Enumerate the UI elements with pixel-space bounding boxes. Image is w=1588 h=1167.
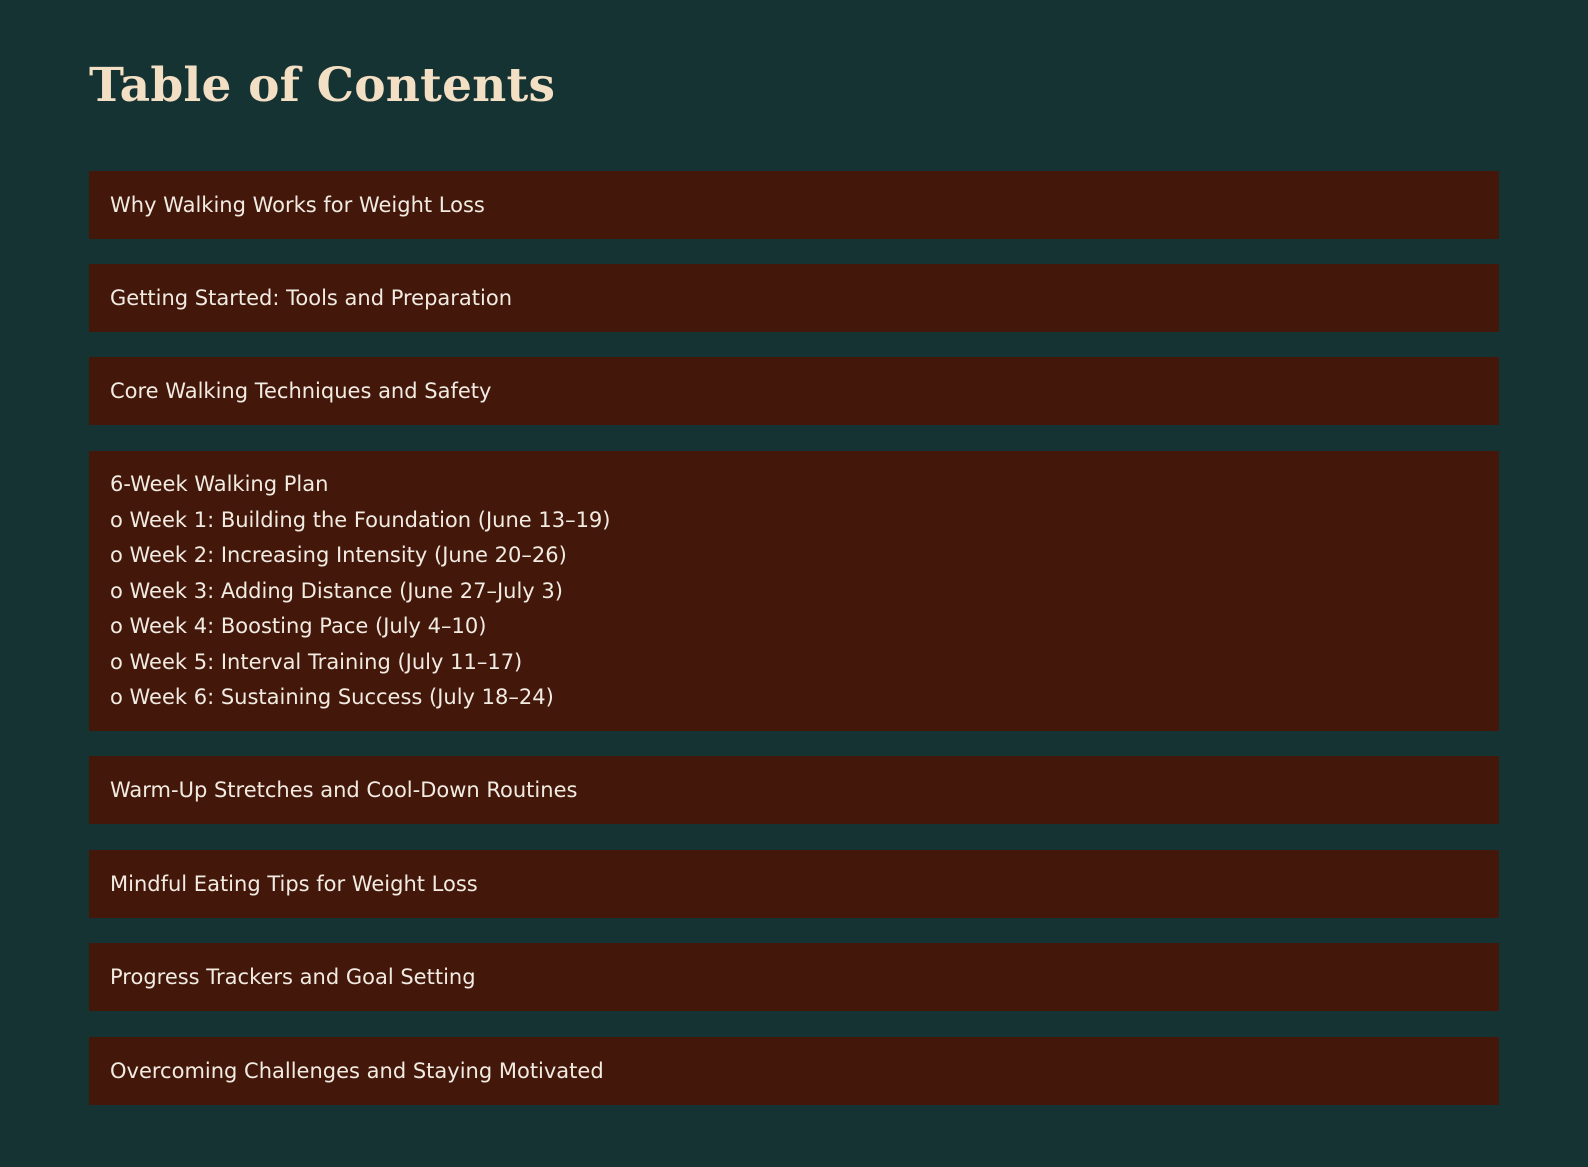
toc-entry-mindful-eating[interactable] — [89, 850, 1499, 918]
toc-subentry-week-2[interactable]: o Week 2: Increasing Intensity (June 20–26) — [110, 543, 567, 567]
toc-subentry-week-4[interactable]: o Week 4: Boosting Pace (July 4–10) — [110, 614, 487, 638]
toc-entry-label: Progress Trackers and Goal Setting — [110, 965, 476, 989]
toc-entry-why-walking[interactable] — [89, 171, 1499, 239]
toc-subentry-week-5[interactable]: o Week 5: Interval Training (July 11–17) — [110, 649, 523, 674]
page-title: Table of Contents — [89, 58, 556, 113]
toc-subentry-week-1[interactable]: o Week 1: Building the Foundation (June 13–19) — [110, 507, 611, 532]
toc-entry-label: Warm-Up Stretches and Cool-Down Routines — [110, 778, 578, 802]
toc-entry-core-techniques[interactable] — [89, 357, 1499, 425]
toc-entry-walking-plan[interactable] — [89, 451, 1499, 731]
toc-entry-label: 6-Week Walking Plan — [110, 472, 329, 496]
toc-entry-label: Overcoming Challenges and Staying Motivated — [110, 1059, 604, 1083]
toc-entry-label: Getting Started: Tools and Preparation — [110, 286, 513, 310]
toc-entry-warm-up[interactable] — [89, 756, 1499, 824]
toc-entry-label: Core Walking Techniques and Safety — [110, 379, 492, 403]
toc-entry-label: Mindful Eating Tips for Weight Loss — [110, 872, 478, 896]
toc-entry-label: Why Walking Works for Weight Loss — [110, 193, 485, 217]
toc-subentry-week-6[interactable]: o Week 6: Sustaining Success (July 18–24) — [110, 685, 554, 709]
toc-entry-progress-trackers[interactable] — [89, 943, 1499, 1011]
toc-subentry-week-3[interactable]: o Week 3: Adding Distance (June 27–July 3) — [110, 578, 563, 603]
toc-entry-getting-started[interactable] — [89, 264, 1499, 332]
toc-entry-overcoming-challenges[interactable] — [89, 1037, 1499, 1105]
